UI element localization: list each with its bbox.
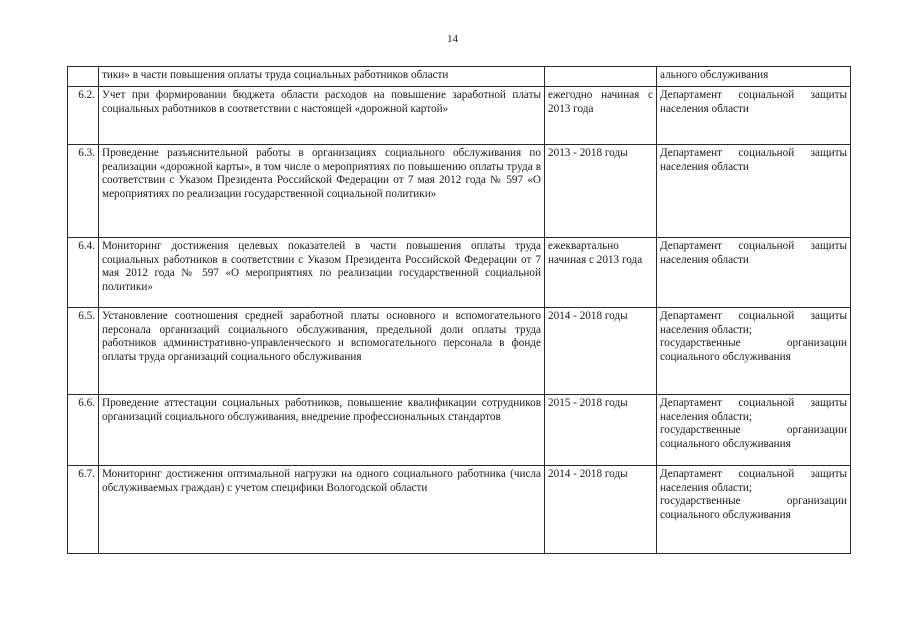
row-number-cell [68, 145, 99, 238]
term-cell [545, 67, 657, 87]
task-text: Проведение аттестации социальных работников, повышение квалификации сотрудников организаций социального обслуживания, внедрение профессиональных стандартов [102, 397, 541, 423]
executor-text: Департамент социальной защиты населения области [660, 240, 847, 266]
executor-text: Департамент социальной защиты населения области; [660, 397, 847, 423]
row-number: 6.6. [78, 397, 95, 409]
action-plan-table-body [68, 67, 851, 554]
executor-text: государственные организации социального обслуживания [660, 495, 847, 521]
page-number: 14 [447, 33, 458, 45]
executor-cell [657, 395, 851, 466]
row-number: 6.5. [78, 310, 95, 322]
executor-text: Департамент социальной защиты населения области [660, 147, 847, 173]
row-number: 6.7. [78, 468, 95, 480]
executor-text: государственные организации социального обслуживания [660, 337, 847, 363]
executor-cell [657, 145, 851, 238]
row-number: 6.4. [78, 240, 95, 252]
executor-text: Департамент социальной защиты населения области [660, 89, 847, 115]
task-cell [99, 145, 545, 238]
executor-cell [657, 87, 851, 145]
row-number: 6.3. [78, 147, 95, 159]
task-text: Учет при формировании бюджета области расходов на повышение заработной платы социальных работников в соответствии с настоящей «дорожной картой» [102, 89, 541, 115]
executor-text: Департамент социальной защиты населения области; [660, 468, 847, 494]
row-number-cell [68, 395, 99, 466]
task-cell [99, 87, 545, 145]
term-text: 2013 - 2018 годы [548, 147, 628, 159]
task-text: Проведение разъяснительной работы в организациях социального обслуживания по реализации «дорожной карты», в том числе о мероприятиях по повышению оплаты труда в соответствии с Указом Президента Российской Федерации от 7 мая 2012 года № 597 «О мероприятиях по реализации государственной социальной политики» [102, 147, 541, 200]
term-text: 2014 - 2018 годы [548, 468, 628, 480]
executor-cell [657, 466, 851, 554]
task-cell [99, 395, 545, 466]
table-row [68, 145, 851, 238]
task-text: Мониторинг достижения оптимальной нагрузки на одного социального работника (числа обслуживаемых граждан) с учетом специфики Вологодской области [102, 468, 541, 494]
executor-cell [657, 308, 851, 395]
executor-cell [657, 67, 851, 87]
term-text: 2014 - 2018 годы [548, 310, 628, 322]
table-row [68, 466, 851, 554]
table-row [68, 238, 851, 308]
task-cell [99, 308, 545, 395]
term-text: 2015 - 2018 годы [548, 397, 628, 409]
task-cell [99, 238, 545, 308]
task-text: тики» в части повышения оплаты труда социальных работников области [102, 69, 449, 81]
executor-text: Департамент социальной защиты населения области; [660, 310, 847, 336]
row-number-cell [68, 87, 99, 145]
executor-text: государственные организации социального обслуживания [660, 424, 847, 450]
term-cell [545, 466, 657, 554]
term-text: ежегодно начиная с 2013 года [548, 89, 653, 115]
term-cell [545, 308, 657, 395]
term-cell [545, 238, 657, 308]
row-number-cell [68, 67, 99, 87]
row-number: 6.2. [78, 89, 95, 101]
task-text: Установление соотношения средней заработной платы основного и вспомогательного персонала организаций социального обслуживания, предельной доли оплаты труда работников административно-управленческого и вспомогательного персонала в фонде оплаты труда организаций социального обслуживания [102, 310, 541, 363]
table-row [68, 67, 851, 87]
task-cell [99, 466, 545, 554]
executor-cell [657, 238, 851, 308]
action-plan-table [67, 66, 851, 554]
table-row [68, 87, 851, 145]
term-cell [545, 395, 657, 466]
term-cell [545, 145, 657, 238]
task-cell [99, 67, 545, 87]
row-number-cell [68, 238, 99, 308]
table-row [68, 395, 851, 466]
term-cell [545, 87, 657, 145]
term-text: ежеквартально начиная с 2013 года [548, 240, 643, 266]
row-number-cell [68, 308, 99, 395]
task-text: Мониторинг достижения целевых показателей в части повышения оплаты труда социальных работников в соответствии с Указом Президента Российской Федерации от 7 мая 2012 года № 597 «О мероприятиях по реализации государственной социальной политики» [102, 240, 541, 293]
executor-text: ального обслуживания [660, 69, 769, 81]
row-number-cell [68, 466, 99, 554]
table-row [68, 308, 851, 395]
